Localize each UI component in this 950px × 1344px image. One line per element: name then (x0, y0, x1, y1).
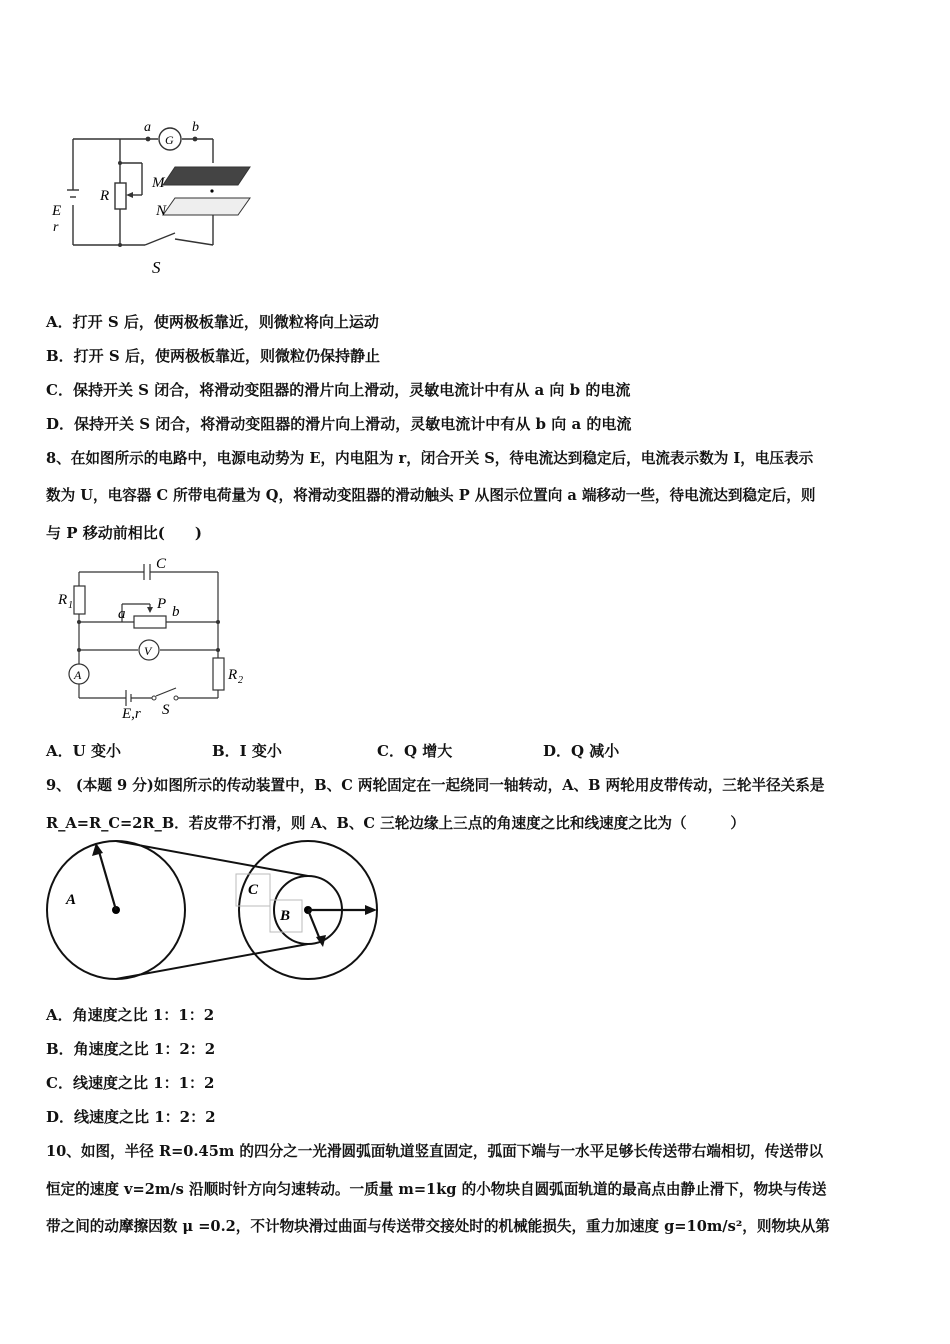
switch-s-label: S (152, 258, 161, 277)
q8-stem-line2: 数为 U，电容器 C 所带电荷量为 Q，将滑动变阻器的滑动触头 P 从图示位置向 a 端移动一些，待电流达到稳定后，则 (46, 487, 816, 504)
plate-m-label: M (152, 175, 165, 191)
q8-circuit-figure (52, 552, 262, 724)
q7-option-c: C．保持开关 S 闭合，将滑动变阻器的滑片向上滑动，灵敏电流计中有从 a 向 b 的电流 (46, 381, 631, 399)
q8-option-b: B．I 变小 (212, 742, 282, 760)
q8-stem-line1: 8、在如图所示的电路中，电源电动势为 E，内电阻为 r，闭合开关 S，待电流达到稳定后，电流表示数为 I，电压表示 (46, 450, 814, 467)
slider-p-label: P (157, 596, 167, 612)
q9-option-a: A．角速度之比 1：1：2 (46, 1006, 215, 1024)
capacitor-circuit-figure (40, 115, 270, 280)
emf-label: E (52, 203, 62, 219)
voltmeter-label: V (144, 644, 152, 658)
source-er-label: E,r (122, 706, 141, 722)
q9-option-b: B．角速度之比 1：2：2 (46, 1040, 216, 1058)
r1-label: R (58, 592, 68, 608)
wheel-c-label: C (248, 882, 259, 898)
wheel-b-label: B (280, 908, 291, 924)
fig1-label-b: b (192, 120, 199, 135)
galvanometer-label: G (165, 133, 174, 147)
q8-stem-line3: 与 P 移动前相比( ) (46, 524, 202, 542)
fig1-label-a: a (144, 120, 151, 135)
capacitor-c-label: C (156, 556, 167, 572)
switch-s-label-2: S (162, 702, 170, 718)
q9-option-c: C．线速度之比 1：1：2 (46, 1074, 215, 1092)
q7-option-d: D．保持开关 S 闭合，将滑动变阻器的滑片向上滑动，灵敏电流计中有从 b 向 a 的电流 (46, 415, 632, 433)
r1-subscript: 1 (68, 600, 73, 611)
pulley-figure (40, 838, 385, 988)
q9-stem-line2: R_A=R_C=2R_B．若皮带不打滑，则 A、B、C 三轮边缘上三点的角速度之比和线速度之比为（ ） (46, 815, 745, 832)
internal-r-label: r (53, 220, 59, 235)
q10-stem-line2: 恒定的速度 v=2m/s 沿顺时针方向匀速转动。一质量 m=1kg 的小物块自圆弧面轨道的最高点由静止滑下，物块与传送 (46, 1181, 827, 1198)
r2-label: R (228, 667, 238, 683)
q8-option-a: A．U 变小 (46, 742, 121, 760)
wheel-a-label: A (66, 892, 77, 908)
q7-option-a: A．打开 S 后，使两极板靠近，则微粒将向上运动 (46, 313, 379, 331)
rheostat-b-label: b (172, 604, 180, 620)
resistor-r-label: R (100, 188, 110, 204)
q9-stem-line1: 9、 (本题 9 分)如图所示的传动装置中，B、C 两轮固定在一起绕同一轴转动，A、B 两轮用皮带传动，三轮半径关系是 (46, 777, 825, 794)
q7-option-b: B．打开 S 后，使两极板靠近，则微粒仍保持静止 (46, 347, 380, 365)
q9-option-d: D．线速度之比 1：2：2 (46, 1108, 216, 1126)
q10-stem-line3: 带之间的动摩擦因数 μ =0.2，不计物块滑过曲面与传送带交接处时的机械能损失，重力加速度 g=10m/s²，则物块从第 (46, 1218, 830, 1235)
q10-stem-line1: 10、如图，半径 R=0.45m 的四分之一光滑圆弧面轨道竖直固定，弧面下端与一水平足够长传送带右端相切，传送带以 (46, 1143, 824, 1160)
q8-option-c: C．Q 增大 (377, 742, 453, 760)
ammeter-label: A (74, 668, 82, 682)
r2-subscript: 2 (238, 675, 243, 686)
plate-n-label: N (156, 203, 167, 219)
q8-option-d: D．Q 减小 (543, 742, 620, 760)
rheostat-a-label: a (118, 606, 126, 622)
